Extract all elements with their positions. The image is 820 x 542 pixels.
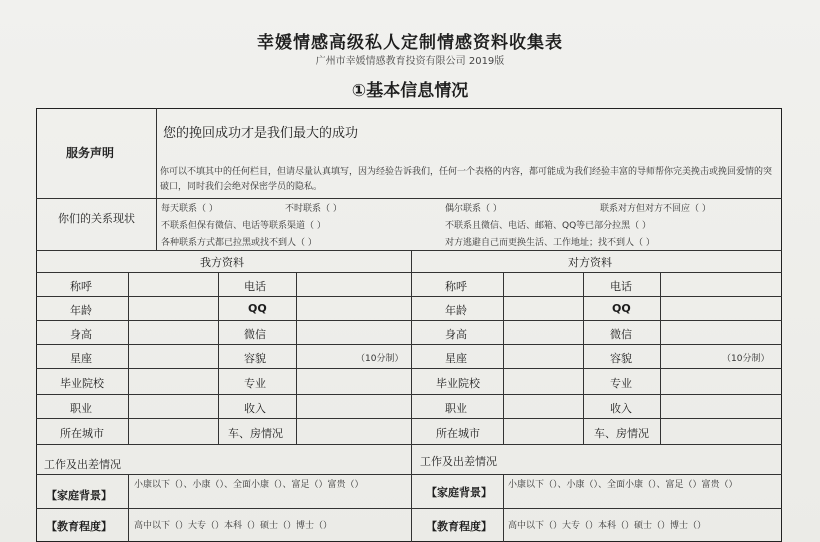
row-divider bbox=[36, 320, 782, 321]
row-divider bbox=[36, 296, 782, 297]
service-headline: 您的挽回成功才是我们最大的成功 bbox=[163, 126, 359, 141]
relation-option: 对方逃避自己而更换生活、工作地址；找不到人（ ） bbox=[445, 238, 655, 248]
row-divider bbox=[36, 344, 782, 345]
partner-education-value: 高中以下（）大专（）本科（）硕士（）博士（） bbox=[508, 521, 707, 531]
partner-school-label: 毕业院校 bbox=[436, 377, 480, 390]
col-divider bbox=[296, 272, 297, 444]
partner-work-label: 工作及出差情况 bbox=[420, 455, 497, 468]
row-divider bbox=[36, 272, 782, 273]
relation-option: 不联系但保有微信、电话等联系渠道（ ） bbox=[161, 221, 326, 231]
row-divider bbox=[36, 444, 782, 445]
row-divider bbox=[36, 394, 782, 395]
partner-major-label: 专业 bbox=[610, 377, 632, 390]
my-city-label: 所在城市 bbox=[60, 427, 104, 440]
partner-looks-label: 容貌 bbox=[610, 352, 632, 365]
my-nickname-label: 称呼 bbox=[70, 280, 92, 293]
col-divider bbox=[156, 108, 157, 250]
row-divider bbox=[36, 368, 782, 369]
my-education-value: 高中以下（）大专（）本科（）硕士（）博士（） bbox=[134, 521, 333, 531]
relation-option: 不时联系（ ） bbox=[285, 204, 342, 214]
my-looks-label: 容貌 bbox=[244, 352, 266, 365]
my-family-label: 【家庭背景】 bbox=[46, 489, 112, 502]
row-divider bbox=[36, 250, 782, 251]
partner-car-house-label: 车、房情况 bbox=[594, 427, 649, 440]
partner-qq-label: QQ bbox=[612, 302, 631, 315]
col-divider bbox=[411, 250, 412, 542]
relation-label: 你们的关系现状 bbox=[58, 212, 135, 225]
service-body: 你可以不填其中的任何栏目，但请尽量认真填写，因为经验告诉我们，任何一个表格的内容，都可能成为我们经验丰富的导师帮你完美挽击或挽回爱情的突破口，同时我们会绝对保密学员的隐私。 bbox=[160, 167, 773, 192]
partner-height-label: 身高 bbox=[445, 328, 467, 341]
row-divider bbox=[36, 198, 782, 199]
my-info-heading: 我方资料 bbox=[200, 256, 244, 269]
partner-education-label: 【教育程度】 bbox=[426, 520, 492, 533]
col-divider bbox=[583, 272, 584, 444]
partner-age-label: 年龄 bbox=[445, 304, 467, 317]
partner-family-label: 【家庭背景】 bbox=[426, 486, 492, 499]
partner-job-label: 职业 bbox=[445, 402, 467, 415]
partner-income-label: 收入 bbox=[610, 402, 632, 415]
col-divider bbox=[128, 272, 129, 444]
row-divider bbox=[36, 418, 782, 419]
my-phone-label: 电话 bbox=[244, 280, 266, 293]
partner-info-heading: 对方资料 bbox=[568, 256, 612, 269]
relation-option: 联系对方但对方不回应（ ） bbox=[600, 204, 711, 214]
my-age-label: 年龄 bbox=[70, 304, 92, 317]
my-height-label: 身高 bbox=[70, 328, 92, 341]
relation-option: 偶尔联系（ ） bbox=[445, 204, 502, 214]
my-qq-label: QQ bbox=[248, 302, 267, 315]
row-divider bbox=[36, 474, 782, 475]
partner-phone-label: 电话 bbox=[610, 280, 632, 293]
my-major-label: 专业 bbox=[244, 377, 266, 390]
col-divider bbox=[503, 474, 504, 542]
my-school-label: 毕业院校 bbox=[60, 377, 104, 390]
my-job-label: 职业 bbox=[70, 402, 92, 415]
section-title: ①基本信息情况 bbox=[351, 81, 469, 101]
my-score-note: （10分制） bbox=[356, 354, 404, 364]
form-subtitle: 广州市幸媛情感教育投资有限公司 2019版 bbox=[315, 56, 505, 67]
form-title: 幸媛情感高级私人定制情感资料收集表 bbox=[257, 33, 563, 53]
row-divider bbox=[36, 508, 782, 509]
partner-nickname-label: 称呼 bbox=[445, 280, 467, 293]
partner-family-value: 小康以下（）、小康（）、全面小康（）、富足（）富贵（） bbox=[508, 480, 738, 490]
relation-option: 各种联系方式都已拉黑或找不到人（ ） bbox=[161, 238, 317, 248]
partner-zodiac-label: 星座 bbox=[445, 352, 467, 365]
my-zodiac-label: 星座 bbox=[70, 352, 92, 365]
my-family-value: 小康以下（）、小康（）、全面小康（）、富足（）富贵（） bbox=[134, 480, 364, 490]
my-work-label: 工作及出差情况 bbox=[44, 458, 121, 471]
relation-option: 不联系且微信、电话、邮箱、QQ等已部分拉黑（ ） bbox=[445, 221, 652, 231]
service-label: 服务声明 bbox=[66, 146, 115, 160]
partner-wechat-label: 微信 bbox=[610, 328, 632, 341]
partner-score-note: （10分制） bbox=[722, 354, 770, 364]
my-car-house-label: 车、房情况 bbox=[228, 427, 283, 440]
my-wechat-label: 微信 bbox=[244, 328, 266, 341]
relation-option: 每天联系（ ） bbox=[161, 204, 218, 214]
col-divider bbox=[503, 272, 504, 444]
partner-city-label: 所在城市 bbox=[436, 427, 480, 440]
col-divider bbox=[218, 272, 219, 444]
col-divider bbox=[660, 272, 661, 444]
col-divider bbox=[128, 474, 129, 542]
my-education-label: 【教育程度】 bbox=[46, 520, 112, 533]
my-income-label: 收入 bbox=[244, 402, 266, 415]
